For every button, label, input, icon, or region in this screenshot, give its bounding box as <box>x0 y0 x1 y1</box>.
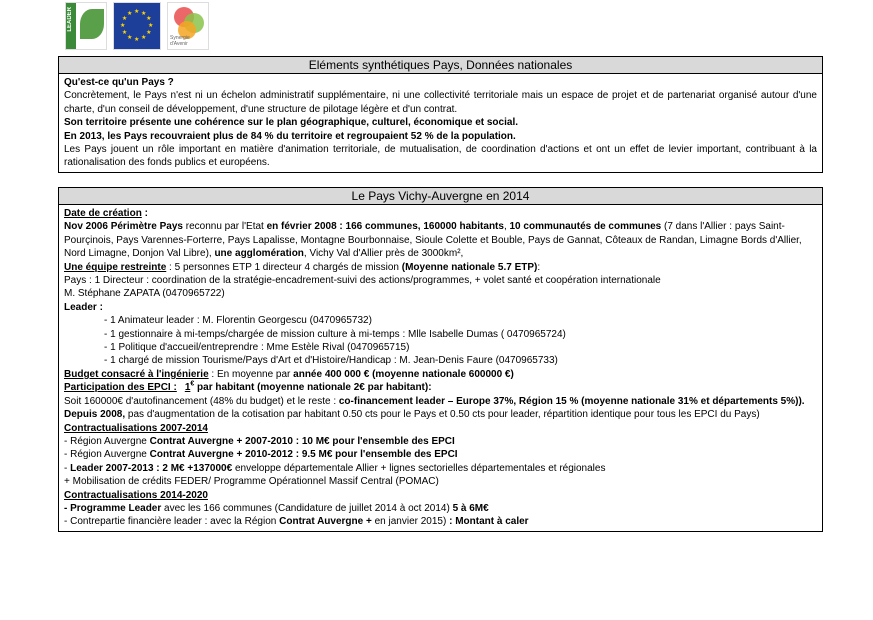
star-icon: ★ <box>134 9 140 15</box>
leader-item: - 1 Politique d'accueil/entreprendre : Mme Estèle Rival (0470965715) <box>104 342 410 354</box>
star-icon: ★ <box>120 23 126 29</box>
star-icon: ★ <box>127 35 133 42</box>
team-line: Une équipe restreinte : 5 personnes ETP 1 directeur 4 chargés de mission (Moyenne nationale 5.7 ETP): <box>64 261 541 273</box>
pays-director-name: M. Stéphane ZAPATA (0470965722) <box>64 288 225 300</box>
definition-paragraph: Concrètement, le Pays n'est ni un échelon administratif supplémentaire, ni une collectivité territoriale mais un espace de projet et de partenariat organisé autour d'une charte, d'un conseil de développement, d'une structure de pilotage légère et d'un contrat. <box>64 90 817 115</box>
leader-logo-text: LEADER <box>67 7 73 32</box>
pays-director-role: Pays : 1 Directeur : coordination de la stratégie-encadrement-suivi des actions/programmes, + volet santé et coopération internationale <box>64 275 661 287</box>
star-icon: ★ <box>148 23 154 29</box>
eu-flag-logo <box>113 2 161 50</box>
logo-bar <box>65 2 209 52</box>
star-icon: ★ <box>134 37 140 43</box>
contract-item: - Programme Leader avec les 166 communes (Candidature de juillet 2014 à oct 2014) 5 à 6M€ <box>64 502 489 514</box>
leader-logo <box>65 2 107 50</box>
star-icon: ★ <box>141 10 147 17</box>
pays-vichy-section <box>58 187 823 532</box>
star-icon: ★ <box>146 30 152 36</box>
star-icon: ★ <box>127 10 133 17</box>
leader-heading: Leader : <box>64 301 103 313</box>
feder-line: + Mobilisation de crédits FEDER/ Programme Opérationnel Massif Central (POMAC) <box>64 476 439 488</box>
section-title: Eléments synthétiques Pays, Données nationales <box>59 57 822 74</box>
section-title: Le Pays Vichy-Auvergne en 2014 <box>59 188 822 205</box>
contract-item: - Région Auvergne Contrat Auvergne + 2010-2012 : 9.5 M€ pour l'ensemble des EPCI <box>64 449 458 461</box>
star-icon: ★ <box>121 30 128 36</box>
leaf-icon <box>80 9 104 39</box>
eu-stars-icon <box>120 9 154 43</box>
leader-item: - 1 gestionnaire à mi-temps/chargée de mission culture à mi-temps : Mlle Isabelle Dumas ( 0470965724) <box>104 328 566 340</box>
star-icon: ★ <box>121 16 128 22</box>
coverage-paragraph: En 2013, les Pays recouvraient plus de 84 % du territoire et regroupaient 52 % de la population. <box>64 130 516 142</box>
contract-item: - Leader 2007-2013 : 2 M€ +137000€ enveloppe départementale Allier + lignes sectorielles départementales et régionales <box>64 462 606 474</box>
leader-item: - 1 chargé de mission Tourisme/Pays d'Art et d'Histoire/Handicap : M. Jean-Denis Faure (0470965733) <box>104 355 558 367</box>
budget-line: Budget consacré à l'ingénierie : En moyenne par année 400 000 € (moyenne nationale 600000 €) <box>64 368 514 380</box>
since-2008-line: Depuis 2008, pas d'augmentation de la cotisation par habitant 0.50 cts pour le Pays et 0.50 cts pour leader, répartition identique pour tous les EPCI du Pays) <box>64 409 760 421</box>
epci-line: Participation des EPCI : 1€ par habitant (moyenne nationale 2€ par habitant): <box>64 380 432 394</box>
creation-heading: Date de création : <box>64 208 148 219</box>
star-icon: ★ <box>146 16 152 22</box>
contract-item: - Contrepartie financière leader : avec la Région Contrat Auvergne + en janvier 2015) : Montant à caler <box>64 516 529 528</box>
role-paragraph: Les Pays jouent un rôle important en matière d'animation territoriale, de mutualisation, de coordination d'actions et ont un effet de levier important, contribuant à la rationalisation des fonds publics et européens. <box>64 144 817 169</box>
star-icon: ★ <box>141 35 147 42</box>
leader-item: - 1 Animateur leader : M. Florentin Georgescu (0470965732) <box>104 315 372 327</box>
coherence-paragraph: Son territoire présente une cohérence sur le plan géographique, culturel, économique et social. <box>64 117 518 129</box>
question-heading: Qu'est-ce qu'un Pays ? <box>64 77 174 88</box>
pays-logo-tagline: Synergie d'Avenir <box>170 35 190 47</box>
funding-line: Soit 160000€ d'autofinancement (48% du budget) et le reste : co-financement leader – Europe 37%, Région 15 % (moyenne nationale 31% et départements 5%)). <box>64 395 805 407</box>
national-data-section <box>58 56 823 173</box>
contract-2007-heading: Contractualisations 2007-2014 <box>64 422 208 434</box>
creation-paragraph: Nov 2006 Périmètre Pays reconnu par l'Etat en février 2008 : 166 communes, 160000 habitants, 10 communautés de communes (7 dans l'Allier : pays Saint-Pourçinois, Pays Varennes-Forterre, Pays Lapalisse, Montagne Bourbonnaise, Sioule Colette et Bouble, Pays de Gannat, Côteaux de Randan, Limagne Bords d'Allier, Nord Limagne, Donjon Val Libre), une agglomération, Vichy Val d'Allier près de 3000km², <box>64 221 802 260</box>
pays-vichy-logo <box>167 2 209 50</box>
contract-item: - Région Auvergne Contrat Auvergne + 2007-2010 : 10 M€ pour l'ensemble des EPCI <box>64 435 455 447</box>
contract-2014-heading: Contractualisations 2014-2020 <box>64 489 208 501</box>
